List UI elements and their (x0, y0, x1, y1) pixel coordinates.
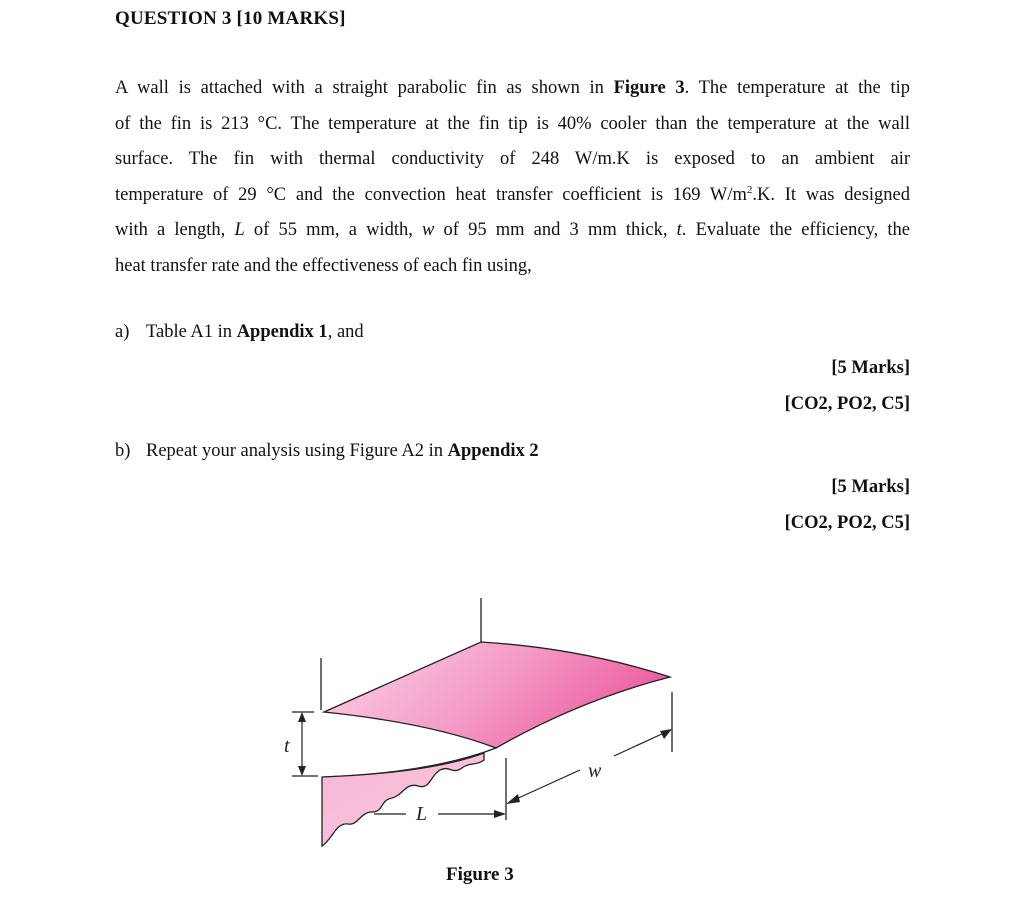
w-label: w (588, 760, 602, 782)
part-b-label: b) (115, 441, 131, 461)
symbol-t: t (676, 220, 682, 240)
line4-text-a: temperature of 29 °C and the convection heat transfer coefficient is 169 W/m (115, 184, 747, 205)
question-title: QUESTION 3 [10 MARKS] (115, 8, 346, 29)
part-a-marks: [5 Marks] (831, 358, 910, 378)
part-b-outcomes: [CO2, PO2, C5] (784, 513, 910, 533)
part-a-outcomes: [CO2, PO2, C5] (784, 394, 910, 414)
paragraph-line-3: surface. The fin with thermal conductivity of 248 W/m.K is exposed to an ambient air (115, 149, 910, 169)
part-a-text (146, 322, 364, 343)
l-arrow (494, 810, 506, 818)
line5-text-d: . Evaluate the efficiency, the (681, 220, 911, 240)
t-label: t (284, 735, 290, 757)
paragraph-line-2: of the fin is 213 °C. The temperature at the fin tip is 40% cooler than the temperature at the wall (115, 113, 910, 134)
paragraph-line-6: heat transfer rate and the effectiveness of each fin using, (115, 255, 532, 276)
paragraph-line-5 (115, 213, 910, 249)
line5-text-b: of 55 mm, a width, (244, 220, 422, 240)
t-arrow-up (298, 712, 306, 722)
wall-section (322, 753, 484, 846)
w-arrow-right (660, 729, 672, 739)
w-dim-left (514, 770, 580, 800)
paragraph-line-1 (115, 71, 910, 107)
part-a-text-a: Table A1 in (146, 322, 237, 342)
figure-reference: Figure 3 (613, 78, 685, 98)
parabolic-fin-figure (280, 590, 700, 855)
symbol-L: L (234, 220, 245, 240)
question-paragraph (115, 71, 910, 284)
line4-text-b: .K. It was designed (752, 184, 910, 205)
part-a-label: a) (115, 322, 130, 342)
w-dim-right (614, 733, 664, 756)
line1-text-b: . The temperature at the tip (684, 78, 910, 98)
part-b-marks: [5 Marks] (831, 477, 910, 497)
figure-caption: Figure 3 (446, 864, 514, 885)
l-label: L (416, 803, 428, 825)
part-a-text-b: , and (327, 322, 364, 342)
part-b-text (146, 441, 539, 462)
part-b-text-a: Repeat your analysis using Figure A2 in (146, 441, 448, 461)
fin-top-surface (324, 642, 670, 748)
line5-text-a: with a length, (115, 220, 235, 240)
part-a-appendix: Appendix 1 (236, 322, 328, 342)
line5-text-c: of 95 mm and 3 mm thick, (434, 220, 677, 240)
w-arrow-left (506, 794, 520, 804)
symbol-w: w (422, 220, 435, 240)
line1-text-a: A wall is attached with a straight parabolic fin as shown in (115, 78, 614, 98)
t-arrow-down (298, 766, 306, 776)
part-b-appendix: Appendix 2 (447, 441, 539, 461)
superscript-2: 2 (746, 183, 753, 196)
paragraph-line-4 (115, 178, 910, 214)
